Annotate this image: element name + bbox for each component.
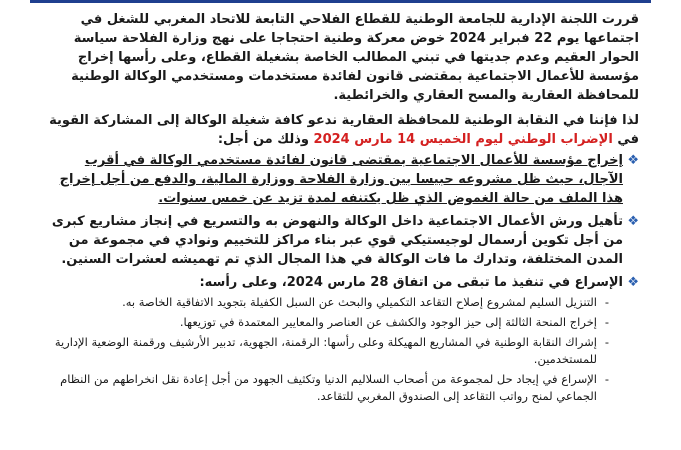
strike-date-highlight: الإضراب الوطني ليوم الخميس 14 مارس 2024 bbox=[313, 132, 613, 147]
strike-call-paragraph bbox=[40, 111, 639, 149]
sub-demand-list bbox=[40, 294, 623, 405]
sub-demand-item: - إخراج المنحة الثالثة إلى حيز الوجود والكشف عن العناصر والمعايير المعتمدة في توزيعها. bbox=[40, 314, 609, 331]
demand-text: إخراج مؤسسة للأعمال الاجتماعية بمقتضى قانون لفائدة مستخدمي الوكالة في أقرب الآجال، حيث ظل مشروعه حبيسا بين وزارة الفلاحة ووزارة المالية، والدفع من أجل إخراج هذا الملف من حالة الغموض الذي ظل يكتنفه لمدة تزيد عن خمس سنوات. bbox=[59, 153, 623, 206]
demand-item bbox=[40, 212, 639, 269]
call-text: لذا فإننا في النقابة الوطنية للمحافظة العقارية ندعو كافة شغيلة الوكالة إلى المشاركة القوية في bbox=[49, 113, 639, 147]
document-body bbox=[40, 10, 639, 409]
demand-item bbox=[40, 151, 639, 208]
diamond-bullet-icon: ❖ bbox=[627, 153, 639, 168]
demand-text: الإسراع في تنفيذ ما تبقى من اتفاق 28 مارس 2024، وعلى رأسه: bbox=[199, 275, 623, 290]
sub-demand-item: - إشراك النقابة الوطنية في المشاريع المهيكلة وعلى رأسها: الرقمنة، الجهوية، تدبير الأرشيف ورقمنة الوضعية الإدارية للمستخدمين. bbox=[40, 334, 609, 368]
demand-item bbox=[40, 273, 639, 405]
call-text-end: وذلك من أجل: bbox=[217, 132, 314, 147]
sub-demand-item: - الإسراع في إيجاد حل لمجموعة من أصحاب السلاليم الدنيا وتكثيف الجهود من أجل إعادة نقل انخراطهم من النظام الجماعي لمنح رواتب التقاعد إلى الصندوق المغربي للتقاعد. bbox=[40, 371, 609, 405]
header-rule bbox=[30, 0, 651, 3]
diamond-bullet-icon: ❖ bbox=[627, 214, 639, 229]
demand-text: تأهيل ورش الأعمال الاجتماعية داخل الوكالة والنهوض به والتسريع في إنجاز مشاريع كبرى من أجل تكوين أرسمال لوجيستيكي قوي عبر بناء مراكز للتخييم ونوادي في مجموعة من المدن المختلفة، وتدارك ما فات الوكالة في هذا المجال الذي تم تهميشه لعشرات السنين. bbox=[51, 214, 623, 267]
diamond-bullet-icon: ❖ bbox=[627, 275, 639, 290]
intro-paragraph: قررت اللجنة الإدارية للجامعة الوطنية للقطاع الفلاحي التابعة للاتحاد المغربي للشغل في اجتماعها يوم 22 فبراير 2024 خوض معركة وطنية احتجاجا على نهج وزارة الفلاحة سياسة الحوار العقيم وعدم جديتها في تبني المطالب الخاصة بشغيلة القطاع، وعلى رأسها إخراج مؤسسة للأعمال الاجتماعية بمقتضى قانون لفائدة مستخدمات ومستخدمي الوكالة الوطنية للمحافظة العقارية والمسح العقاري والخرائطية. bbox=[71, 12, 639, 103]
sub-demand-item: - التنزيل السليم لمشروع إصلاح التقاعد التكميلي والبحث عن السبل الكفيلة بتجويد الاتفاقية الخاصة به. bbox=[40, 294, 609, 311]
